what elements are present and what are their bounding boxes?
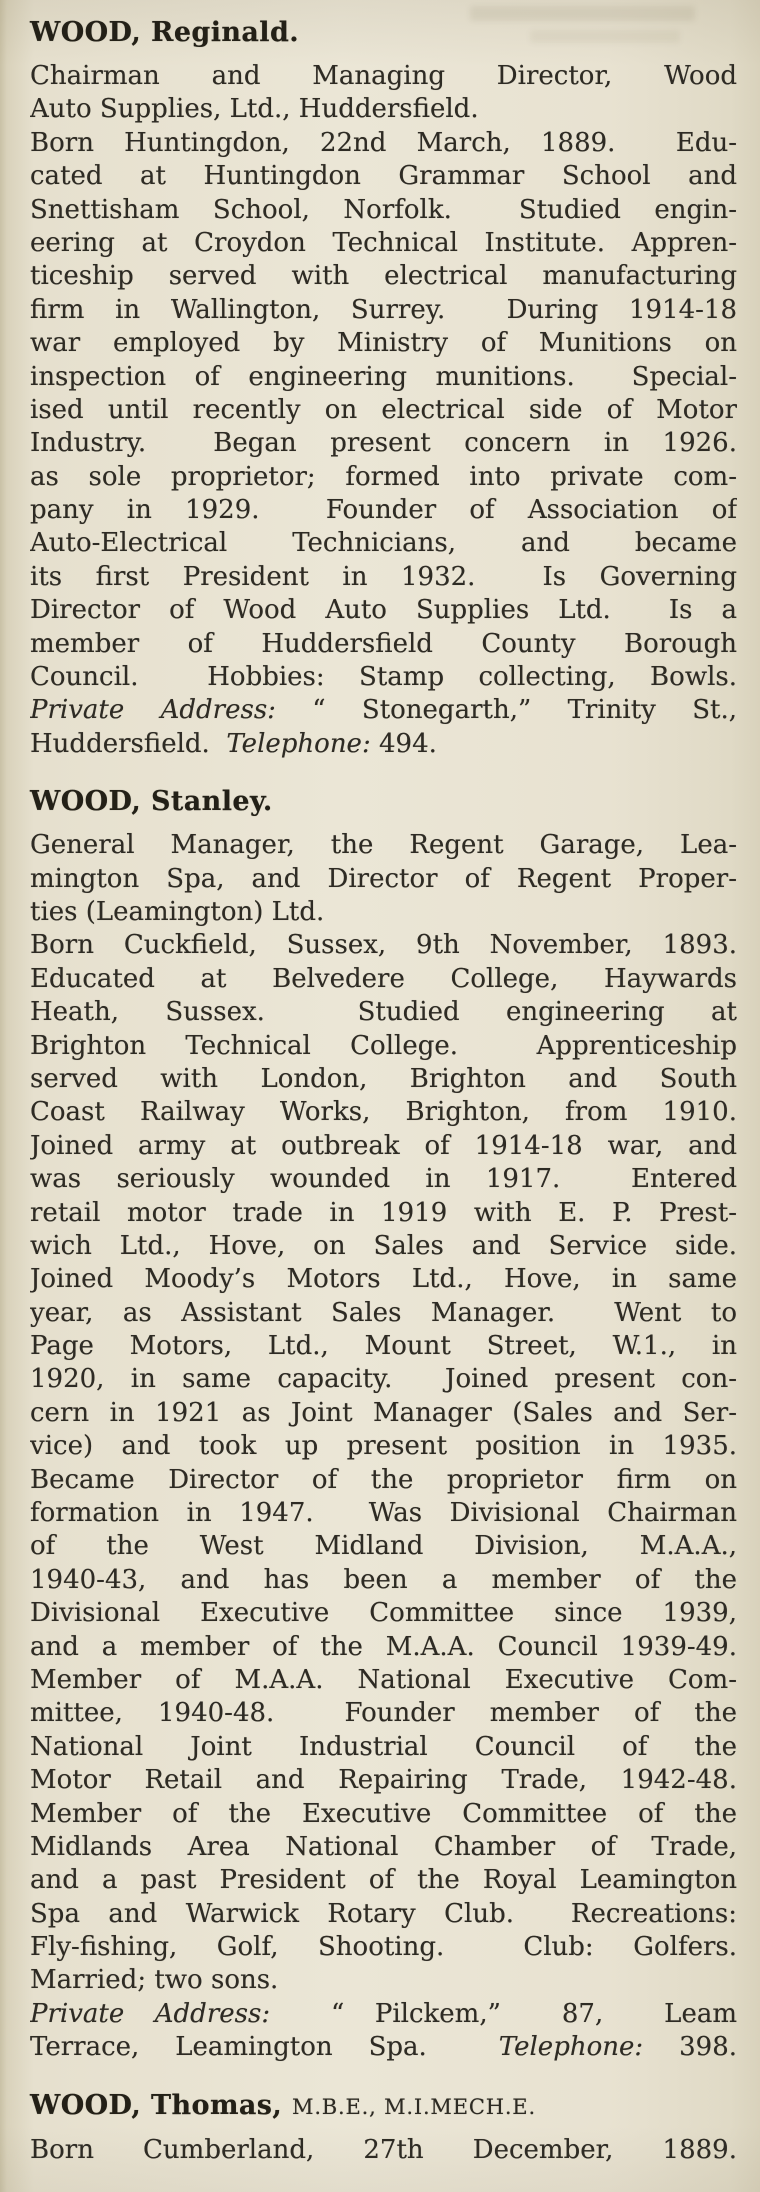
text-line xyxy=(30,1798,737,1831)
text-line xyxy=(30,260,737,293)
text-segment: Divisional Executive Committee since 1939, xyxy=(30,1598,737,1629)
text-segment: vice) and took up present position in 1935. xyxy=(30,1431,737,1462)
text-segment: Terrace, Leamington Spa. xyxy=(30,2032,499,2063)
text-segment: cated at Huntingdon Grammar School and xyxy=(30,161,737,192)
text-line xyxy=(30,394,737,427)
text-line xyxy=(30,1864,737,1897)
text-segment: served with London, Brighton and South xyxy=(30,1063,737,1094)
text-line xyxy=(30,494,737,527)
text-segment: Spa and Warwick Rotary Club. Recreations: xyxy=(30,1898,737,1929)
text-line xyxy=(30,1898,737,1931)
entry-name: WOOD, Thomas, xyxy=(30,2089,283,2121)
text-line xyxy=(30,1397,737,1430)
text-line xyxy=(30,1430,737,1463)
text-segment: formation in 1947. Was Divisional Chairman xyxy=(30,1498,737,1529)
text-line xyxy=(30,1363,737,1396)
text-segment: Born Huntingdon, 22nd March, 1889. Edu- xyxy=(30,127,737,158)
text-line xyxy=(30,1564,737,1597)
entry-name: WOOD, Reginald. xyxy=(30,17,300,48)
paragraph xyxy=(30,829,737,929)
text-line xyxy=(30,2031,737,2064)
text-line xyxy=(30,1464,737,1497)
paragraph xyxy=(30,60,737,127)
directory-entries xyxy=(30,14,737,2167)
text-line xyxy=(30,1130,737,1163)
text-line xyxy=(30,1597,737,1630)
text-line xyxy=(30,327,737,360)
text-line xyxy=(30,1297,737,1330)
text-line xyxy=(30,929,737,962)
text-segment: Brighton Technical College. Apprenticeship xyxy=(30,1030,737,1061)
text-segment: Joined army at outbreak of 1914-18 war, and xyxy=(30,1130,737,1161)
text-line xyxy=(30,160,737,193)
text-segment: eering at Croydon Technical Institute. Appren- xyxy=(30,227,737,258)
entry xyxy=(30,783,737,2064)
text-line xyxy=(30,1330,737,1363)
text-segment: cern in 1921 as Joint Manager (Sales and Ser- xyxy=(30,1397,737,1428)
text-segment: ties (Leamington) Ltd. xyxy=(30,896,325,927)
text-line xyxy=(30,1697,737,1730)
text-segment: General Manager, the Regent Garage, Lea- xyxy=(30,830,737,861)
text-line xyxy=(30,1230,737,1263)
text-line xyxy=(30,728,737,761)
paragraph xyxy=(30,929,737,1998)
text-segment: Born Cuckfield, Sussex, 9th November, 1893. xyxy=(30,930,737,961)
text-line xyxy=(30,829,737,862)
text-segment: ised until recently on electrical side of Motor xyxy=(30,394,737,425)
text-line xyxy=(30,996,737,1029)
text-segment: 398. xyxy=(643,2032,737,2063)
paragraph xyxy=(30,127,737,761)
text-segment: Educated at Belvedere College, Haywards xyxy=(30,963,737,994)
text-line xyxy=(30,594,737,627)
text-line xyxy=(30,1497,737,1530)
paragraph xyxy=(30,1998,737,2065)
entry-name: WOOD, Stanley. xyxy=(30,786,273,818)
text-segment: Heath, Sussex. Studied engineering at xyxy=(30,997,737,1028)
text-segment: National Joint Industrial Council of the xyxy=(30,1731,737,1762)
text-line xyxy=(30,863,737,896)
italic-text: Telephone: xyxy=(226,728,371,759)
text-segment: Fly-fishing, Golf, Shooting. Club: Golfers. xyxy=(30,1932,737,1963)
text-line xyxy=(30,93,737,126)
text-segment: wich Ltd., Hove, on Sales and Service side. xyxy=(30,1230,737,1261)
text-segment: ticeship served with electrical manufacturing xyxy=(30,261,737,292)
paragraph xyxy=(30,2134,737,2167)
text-segment: Snettisham School, Norfolk. Studied engin- xyxy=(30,194,737,225)
text-segment: Midlands Area National Chamber of Trade, xyxy=(30,1831,737,1862)
text-line xyxy=(30,60,737,93)
text-segment: as sole proprietor; formed into private com- xyxy=(30,461,737,492)
entry-heading xyxy=(30,783,737,821)
entry-heading xyxy=(30,14,737,52)
text-line xyxy=(30,1631,737,1664)
text-line xyxy=(30,1764,737,1797)
text-segment: Born Cumberland, 27th December, 1889. xyxy=(30,2134,737,2165)
text-segment: “ Pilckem,” 87, Leam xyxy=(270,1998,737,2029)
text-segment: Page Motors, Ltd., Mount Street, W.1., in xyxy=(30,1331,737,1362)
text-segment: Married; two sons. xyxy=(30,1965,279,1996)
text-line xyxy=(30,1664,737,1697)
text-segment: and a past President of the Royal Leamington xyxy=(30,1865,737,1896)
text-segment: Industry. Began present concern in 1926. xyxy=(30,428,737,459)
text-segment: 1940-43, and has been a member of the xyxy=(30,1564,737,1595)
text-segment: member of Huddersfield County Borough xyxy=(30,628,737,659)
text-line xyxy=(30,1030,737,1063)
entry-honours: M.B.E., M.I.MECH.E. xyxy=(292,2094,536,2119)
text-segment: Member of the Executive Committee of the xyxy=(30,1798,737,1829)
text-line xyxy=(30,361,737,394)
text-segment: 1920, in same capacity. Joined present con- xyxy=(30,1364,737,1395)
entry xyxy=(30,14,737,761)
text-line xyxy=(30,2134,737,2167)
text-line xyxy=(30,1998,737,2031)
text-segment: Member of M.A.A. National Executive Com- xyxy=(30,1664,737,1695)
text-segment: mittee, 1940-48. Founder member of the xyxy=(30,1698,737,1729)
entry xyxy=(30,2087,737,2167)
text-line xyxy=(30,227,737,260)
text-segment: Council. Hobbies: Stamp collecting, Bowls. xyxy=(30,662,737,693)
text-segment: pany in 1929. Founder of Association of xyxy=(30,495,737,526)
text-line xyxy=(30,194,737,227)
text-segment: Auto-Electrical Technicians, and became xyxy=(30,528,737,559)
text-line xyxy=(30,661,737,694)
text-segment: Chairman and Managing Director, Wood xyxy=(30,61,737,91)
text-line xyxy=(30,694,737,727)
text-line xyxy=(30,628,737,661)
text-line xyxy=(30,1731,737,1764)
text-segment: “ Stonegarth,” Trinity St., xyxy=(275,695,737,726)
text-segment: and a member of the M.A.A. Council 1939-49. xyxy=(30,1631,737,1662)
text-line xyxy=(30,527,737,560)
italic-text: Telephone: xyxy=(498,2032,644,2063)
text-line xyxy=(30,1063,737,1096)
text-line xyxy=(30,1964,737,1997)
text-segment: retail motor trade in 1919 with E. P. Prest- xyxy=(30,1197,737,1228)
text-segment: war employed by Ministry of Munitions on xyxy=(30,328,737,359)
text-segment: mington Spa, and Director of Regent Proper- xyxy=(30,863,737,894)
text-segment: Coast Railway Works, Brighton, from 1910. xyxy=(30,1097,737,1128)
text-line xyxy=(30,1096,737,1129)
text-line xyxy=(30,963,737,996)
text-line xyxy=(30,1931,737,1964)
text-segment: firm in Wallington, Surrey. During 1914-18 xyxy=(30,294,737,325)
text-line xyxy=(30,561,737,594)
entry-heading xyxy=(30,2087,737,2126)
text-line xyxy=(30,1263,737,1296)
text-segment: Motor Retail and Repairing Trade, 1942-48. xyxy=(30,1765,737,1796)
text-segment: its first President in 1932. Is Governing xyxy=(30,561,737,592)
text-segment: Huddersfield. xyxy=(30,728,227,759)
text-segment: of the West Midland Division, M.A.A., xyxy=(30,1531,737,1562)
text-line xyxy=(30,127,737,160)
text-segment: inspection of engineering munitions. Special- xyxy=(30,361,737,392)
text-segment: 494. xyxy=(370,728,437,759)
text-line xyxy=(30,1163,737,1196)
text-segment: Director of Wood Auto Supplies Ltd. Is a xyxy=(30,595,737,626)
text-line xyxy=(30,461,737,494)
text-segment: Auto Supplies, Ltd., Huddersfield. xyxy=(30,94,479,125)
text-line xyxy=(30,427,737,460)
text-line xyxy=(30,1530,737,1563)
text-segment: year, as Assistant Sales Manager. Went to xyxy=(30,1297,737,1328)
italic-text: Private Address: xyxy=(30,1998,271,2029)
text-segment: Joined Moody’s Motors Ltd., Hove, in same xyxy=(30,1264,737,1295)
text-line xyxy=(30,294,737,327)
text-segment: Became Director of the proprietor firm on xyxy=(30,1464,737,1495)
text-segment: was seriously wounded in 1917. Entered xyxy=(30,1164,737,1195)
text-line xyxy=(30,1197,737,1230)
text-line xyxy=(30,896,737,929)
italic-text: Private Address: xyxy=(30,695,276,726)
text-line xyxy=(30,1831,737,1864)
